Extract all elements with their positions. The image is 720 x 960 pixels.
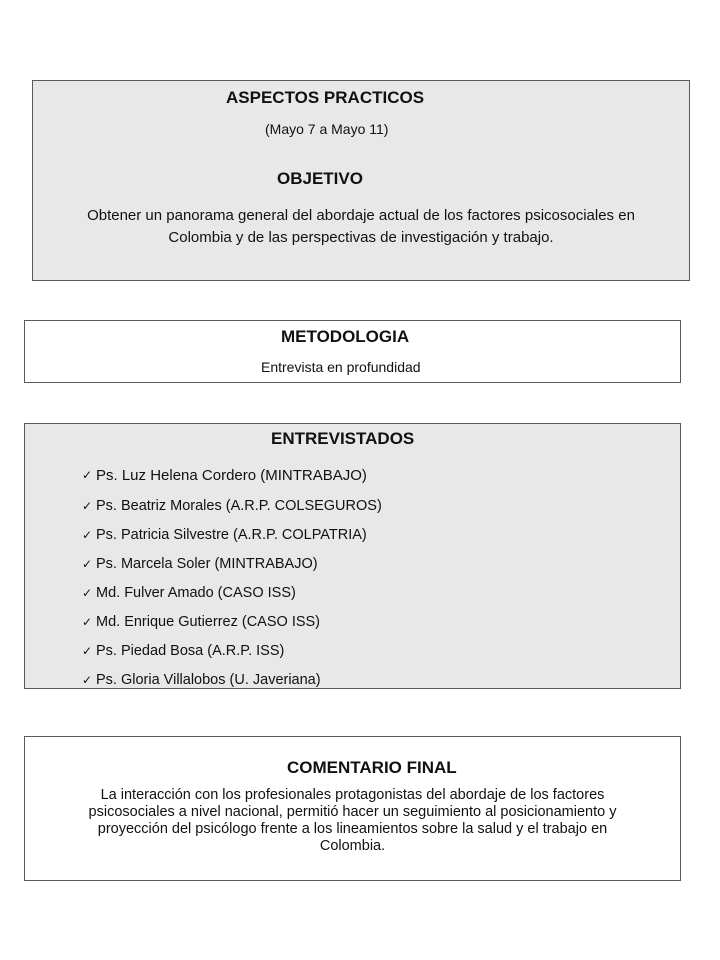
final-comment-line-2: psicosociales a nivel nacional, permitió hacer un seguimiento al posicionamiento y	[88, 804, 617, 820]
final-comment-text	[25, 787, 680, 855]
methodology-box	[24, 320, 681, 383]
dates-text: (Mayo 7 a Mayo 11)	[265, 121, 389, 137]
interviewees-box	[24, 423, 681, 689]
list-item: ✓ Md. Fulver Amado (CASO ISS)	[82, 584, 296, 601]
final-comment-line-4: Colombia.	[319, 838, 386, 854]
final-comment-title: COMENTARIO FINAL	[287, 758, 457, 777]
list-item: ✓ Md. Enrique Gutierrez (CASO ISS)	[82, 613, 321, 630]
interviewees-title: ENTREVISTADOS	[271, 429, 415, 448]
check-icon: ✓	[82, 468, 93, 482]
objective-text	[33, 205, 689, 249]
list-item: ✓ Ps. Marcela Soler (MINTRABAJO)	[82, 555, 318, 572]
methodology-title: METODOLOGIA	[281, 327, 410, 346]
final-comment-line-1: La interacción con los profesionales protagonistas del abordaje de los factores	[100, 787, 605, 803]
list-item: ✓ Ps. Beatriz Morales (A.R.P. COLSEGUROS)	[82, 497, 382, 514]
check-icon: ✓	[82, 556, 93, 571]
practical-aspects-box	[32, 80, 690, 281]
check-icon: ✓	[82, 585, 93, 600]
practical-aspects-title: ASPECTOS PRACTICOS	[226, 88, 425, 107]
objective-line-2: Colombia y de las perspectivas de investigación y trabajo.	[168, 229, 554, 246]
objective-title: OBJETIVO	[277, 169, 363, 188]
objective-line-1: Obtener un panorama general del abordaje actual de los factores psicosociales en	[87, 207, 635, 224]
list-item: ✓ Ps. Patricia Silvestre (A.R.P. COLPATRIA)	[82, 526, 367, 543]
methodology-text: Entrevista en profundidad	[261, 359, 421, 375]
check-icon: ✓	[82, 498, 93, 513]
list-item: ✓ Ps. Piedad Bosa (A.R.P. ISS)	[82, 642, 285, 659]
interviewees-list	[82, 459, 382, 694]
check-icon: ✓	[82, 643, 93, 658]
check-icon: ✓	[82, 614, 93, 629]
check-icon: ✓	[82, 672, 93, 687]
final-comment-box	[24, 736, 681, 881]
list-item: ✓ Ps. Gloria Villalobos (U. Javeriana)	[82, 671, 321, 688]
list-item: ✓ Ps. Luz Helena Cordero (MINTRABAJO)	[82, 466, 367, 484]
check-icon: ✓	[82, 527, 93, 542]
final-comment-line-3: proyección del psicólogo frente a los lineamientos sobre la salud y el trabajo en	[97, 821, 608, 837]
